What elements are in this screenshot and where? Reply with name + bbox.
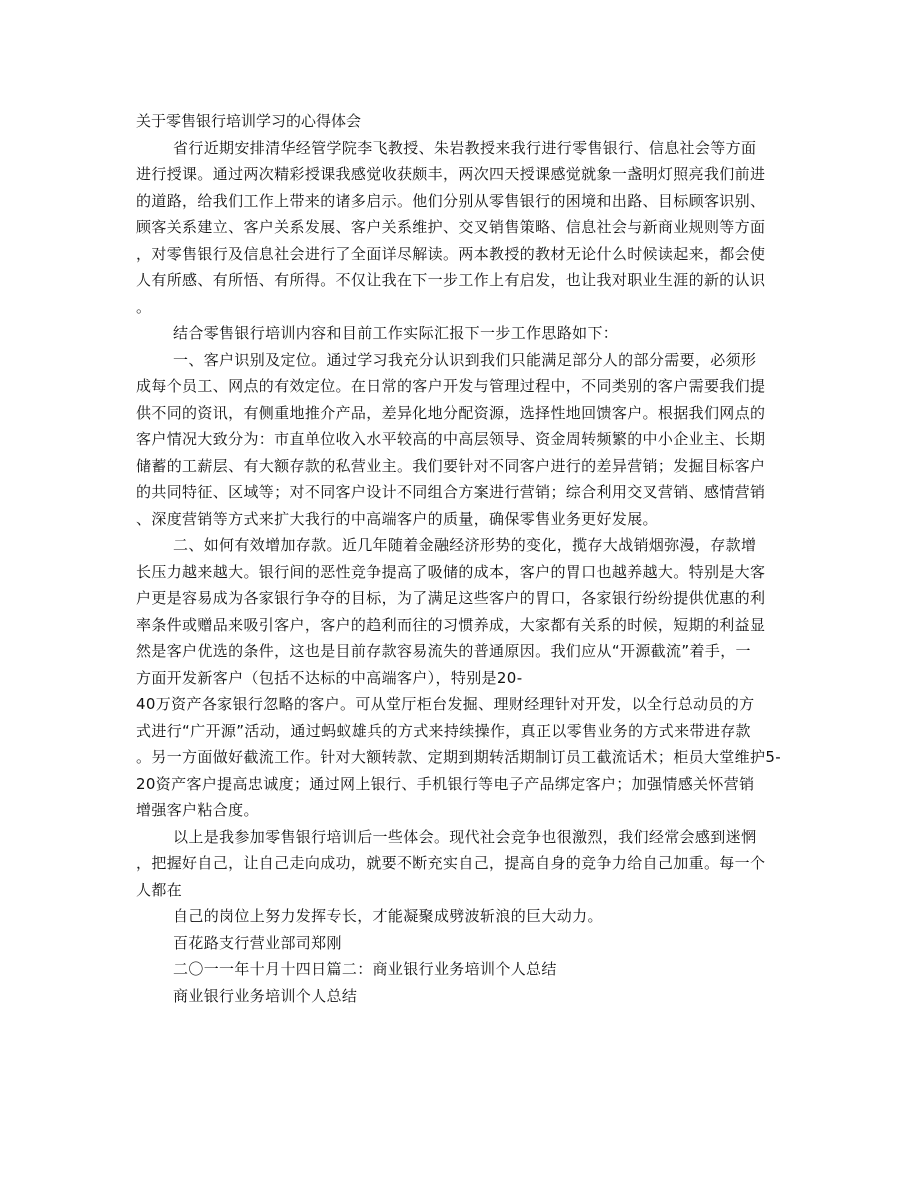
text-line: 成每个员工、网点的有效定位。在日常的客户开发与管理过程中，不同类别的客户需要我们提 bbox=[136, 377, 766, 395]
text-line: 自己的岗位上努力发挥专长，才能凝聚成劈波斩浪的巨大动力。 bbox=[173, 907, 603, 925]
text-line: ，把握好自己，让自己走向成功，就要不断充实自己，提高自身的竞争力给自己加重。每一个 bbox=[136, 854, 766, 872]
text-line: 式进行“广开源”活动，通过蚂蚁雄兵的方式来持续操作，真正以零售业务的方式来带进存款 bbox=[136, 721, 751, 740]
text-line: 以上是我参加零售银行培训后一些体会。现代社会竞争也很激烈，我们经常会感到迷惘 bbox=[173, 827, 757, 846]
text-line: 户更是容易成为各家银行争夺的目标，为了满足这些客户的胃口，各家银行纷纷提供优惠的利 bbox=[136, 589, 766, 607]
text-line: 的道路，给我们工作上带来的诸多启示。他们分别从零售银行的困境和出路、目标顾客识别、 bbox=[136, 191, 766, 210]
text-line: 40万资产各家银行忽略的客户。可从堂厅柜台发掘、理财经理针对开发，以全行总动员的方 bbox=[136, 695, 755, 713]
text-line: 商业银行业务培训个人总结 bbox=[173, 986, 358, 1005]
text-line: 。另一方面做好截流工作。针对大额转款、定期到期转活期制订员工截流话术；柜员大堂维护5- bbox=[136, 748, 782, 766]
text-line: 的共同特征、区域等；对不同客户设计不同组合方案进行营销；综合利用交叉营销、感情营销 bbox=[136, 483, 766, 501]
text-line: 人都在 bbox=[136, 880, 183, 899]
text-line: 20资产客户提高忠诚度；通过网上银行、手机银行等电子产品绑定客户；加强情感关怀营销 bbox=[136, 774, 755, 793]
document-title: 关于零售银行培训学习的心得体会 bbox=[136, 112, 362, 130]
document-body bbox=[136, 135, 788, 1010]
text-line: ，对零售银行及信息社会进行了全面详尽解读。两本教授的教材无论什么时候读起来，都会使 bbox=[136, 244, 766, 263]
text-line: 方面开发新客户（包括不达标的中高端客户），特别是20- bbox=[136, 668, 523, 687]
text-line: 一、客户识别及定位。通过学习我充分认识到我们只能满足部分人的部分需要，必须形 bbox=[173, 350, 757, 369]
text-line: 、深度营销等方式来扩大我行的中高端客户的质量，确保零售业务更好发展。 bbox=[136, 509, 658, 528]
text-line: 结合零售银行培训内容和目前工作实际汇报下一步工作思路如下： bbox=[173, 324, 619, 342]
text-line: 供不同的资讯，有侧重地推介产品，差异化地分配资源，选择性地回馈客户。根据我们网点的 bbox=[136, 403, 766, 422]
text-line: 人有所感、有所悟、有所得。不仅让我在下一步工作上有启发，也让我对职业生涯的新的认识 bbox=[136, 271, 766, 289]
text-line: 顾客关系建立、客户关系发展、客户关系维护、交叉销售策略、信息社会与新商业规则等方面 bbox=[136, 218, 766, 236]
text-line: 二〇一一年十月十四日篇二：商业银行业务培训个人总结 bbox=[173, 960, 557, 978]
text-line: 客户情况大致分为：市直单位收入水平较高的中高层领导、资金周转频繁的中小企业主、长期 bbox=[136, 430, 766, 448]
text-line: 。 bbox=[136, 297, 152, 316]
text-line: 省行近期安排清华经管学院李飞教授、朱岩教授来我行进行零售银行、信息社会等方面 bbox=[173, 138, 757, 157]
text-line: 百花路支行营业部司郑刚 bbox=[173, 933, 342, 952]
text-line: 然是客户优选的条件，这也是目前存款容易流失的普通原因。我们应从“开源截流”着手，一 bbox=[136, 642, 751, 660]
text-line: 长压力越来越大。银行间的恶性竞争提高了吸储的成本，客户的胃口也越养越大。特别是大客 bbox=[136, 562, 766, 581]
text-line: 进行授课。通过两次精彩授课我感觉收获颇丰，两次四天授课感觉就象一盏明灯照亮我们前进 bbox=[136, 165, 766, 183]
text-line: 率条件或赠品来吸引客户，客户的趋利而往的习惯养成，大家都有关系的时候，短期的利益显 bbox=[136, 615, 766, 634]
text-line: 二、如何有效增加存款。近几年随着金融经济形势的变化，揽存大战销烟弥漫，存款增 bbox=[173, 536, 757, 554]
text-line: 储蓄的工薪层、有大额存款的私营业主。我们要针对不同客户进行的差异营销；发掘目标客户 bbox=[136, 456, 766, 475]
text-line: 增强客户粘合度。 bbox=[136, 801, 259, 819]
document-page bbox=[136, 108, 788, 1009]
